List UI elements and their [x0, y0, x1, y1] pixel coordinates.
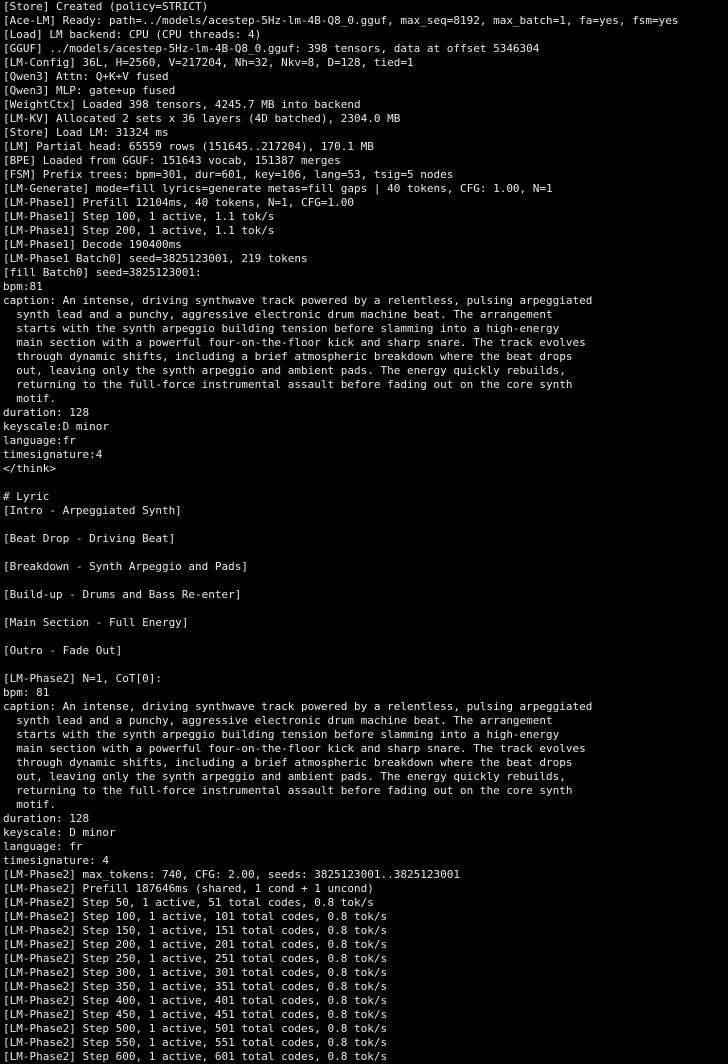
terminal-line [3, 476, 728, 490]
terminal-line: [GGUF] ../models/acestep-5Hz-lm-4B-Q8_0.gguf: 398 tensors, data at offset 5346304 [3, 42, 540, 55]
terminal-line: [LM-Phase1] Step 200, 1 active, 1.1 tok/s [3, 224, 275, 237]
terminal-line: main section with a powerful four-on-the-floor kick and sharp snare. The track evolves [3, 336, 586, 349]
terminal-line: [LM-Phase2] Step 100, 1 active, 101 total codes, 0.8 tok/s [3, 910, 388, 923]
terminal-line: caption: An intense, driving synthwave track powered by a relentless, pulsing arpeggiated [3, 700, 593, 713]
terminal-line: [Build-up - Drums and Bass Re-enter] [3, 588, 242, 601]
terminal-line: [LM-Phase2] Prefill 187646ms (shared, 1 cond + 1 uncond) [3, 882, 374, 895]
terminal-line: duration: 128 [3, 406, 90, 419]
terminal-line: synth lead and a punchy, aggressive electronic drum machine beat. The arrangement [3, 714, 553, 727]
terminal-line: [LM-Phase2] Step 500, 1 active, 501 total codes, 0.8 tok/s [3, 1022, 388, 1035]
terminal-line: out, leaving only the synth arpeggio and ambient pads. The energy quickly rebuilds, [3, 770, 566, 783]
terminal-line: [Qwen3] Attn: Q+K+V fused [3, 70, 169, 83]
terminal-line [3, 630, 728, 644]
terminal-line: [Ace-LM] Ready: path=../models/acestep-5Hz-lm-4B-Q8_0.gguf, max_seq=8192, max_batch=1, fa=yes, fsm=yes [3, 14, 679, 27]
terminal-line: [LM-Phase2] Step 350, 1 active, 351 total codes, 0.8 tok/s [3, 980, 388, 993]
terminal-line: bpm:81 [3, 280, 43, 293]
terminal-line: bpm: 81 [3, 686, 50, 699]
terminal-line: [LM-Config] 36L, H=2560, V=217204, Nh=32, Nkv=8, D=128, tied=1 [3, 56, 414, 69]
terminal-line: [LM-Phase1] Step 100, 1 active, 1.1 tok/s [3, 210, 275, 223]
terminal-line: [Store] Created (policy=STRICT) [3, 0, 209, 13]
terminal-line: timesignature: 4 [3, 854, 109, 867]
terminal-line [3, 546, 728, 560]
terminal-line: [LM-Phase2] Step 250, 1 active, 251 total codes, 0.8 tok/s [3, 952, 388, 965]
terminal-line: [WeightCtx] Loaded 398 tensors, 4245.7 MB into backend [3, 98, 361, 111]
terminal-line: [LM-Phase1] Decode 190400ms [3, 238, 182, 251]
terminal-line: [fill Batch0] seed=3825123001: [3, 266, 202, 279]
terminal-line: </think> [3, 462, 56, 475]
terminal-line: main section with a powerful four-on-the-floor kick and sharp snare. The track evolves [3, 742, 586, 755]
terminal-line: motif. [3, 798, 56, 811]
terminal-line: [LM-Generate] mode=fill lyrics=generate metas=fill gaps | 40 tokens, CFG: 1.00, N=1 [3, 182, 553, 195]
terminal-line: synth lead and a punchy, aggressive electronic drum machine beat. The arrangement [3, 308, 553, 321]
terminal-line: [LM-Phase2] Step 200, 1 active, 201 total codes, 0.8 tok/s [3, 938, 388, 951]
terminal-line: [LM-Phase2] Step 550, 1 active, 551 total codes, 0.8 tok/s [3, 1036, 388, 1049]
terminal-line: [LM-Phase2] Step 450, 1 active, 451 total codes, 0.8 tok/s [3, 1008, 388, 1021]
terminal-line: language: fr [3, 840, 83, 853]
terminal-line [3, 658, 728, 672]
terminal-line: [LM] Partial head: 65559 rows (151645..217204), 170.1 MB [3, 140, 374, 153]
terminal-line: [Qwen3] MLP: gate+up fused [3, 84, 176, 97]
terminal-line: [LM-Phase2] Step 50, 1 active, 51 total codes, 0.8 tok/s [3, 896, 374, 909]
terminal-line: [LM-Phase2] Step 150, 1 active, 151 total codes, 0.8 tok/s [3, 924, 388, 937]
terminal-line: [LM-Phase2] Step 600, 1 active, 601 total codes, 0.8 tok/s [3, 1050, 388, 1063]
terminal-line: [LM-Phase1] Prefill 12104ms, 40 tokens, N=1, CFG=1.00 [3, 196, 354, 209]
terminal-line: keyscale: D minor [3, 826, 116, 839]
terminal-line: [LM-Phase2] Step 300, 1 active, 301 total codes, 0.8 tok/s [3, 966, 388, 979]
terminal-line: [LM-Phase2] N=1, CoT[0]: [3, 672, 162, 685]
terminal-line: [LM-Phase1 Batch0] seed=3825123001, 219 tokens [3, 252, 308, 265]
terminal-line: timesignature:4 [3, 448, 103, 461]
terminal-line: returning to the full-force instrumental assault before fading out on the core synth [3, 378, 573, 391]
terminal-line: [LM-KV] Allocated 2 sets x 36 layers (4D batched), 2304.0 MB [3, 112, 401, 125]
terminal-line: starts with the synth arpeggio building tension before slamming into a high-energy [3, 322, 560, 335]
terminal-line: out, leaving only the synth arpeggio and ambient pads. The energy quickly rebuilds, [3, 364, 566, 377]
terminal-line: caption: An intense, driving synthwave track powered by a relentless, pulsing arpeggiated [3, 294, 593, 307]
terminal-line [3, 518, 728, 532]
terminal-line: through dynamic shifts, including a brief atmospheric breakdown where the beat drops [3, 350, 573, 363]
terminal-line: through dynamic shifts, including a brief atmospheric breakdown where the beat drops [3, 756, 573, 769]
terminal-line: returning to the full-force instrumental assault before fading out on the core synth [3, 784, 573, 797]
terminal-line [3, 574, 728, 588]
terminal-line: [Outro - Fade Out] [3, 644, 123, 657]
terminal-line: language:fr [3, 434, 76, 447]
terminal-line: [Intro - Arpeggiated Synth] [3, 504, 182, 517]
terminal-line: [LM-Phase2] Step 400, 1 active, 401 total codes, 0.8 tok/s [3, 994, 388, 1007]
terminal-line: [Load] LM backend: CPU (CPU threads: 4) [3, 28, 262, 41]
terminal-line [3, 602, 728, 616]
terminal-line: [LM-Phase2] max_tokens: 740, CFG: 2.00, seeds: 3825123001..3825123001 [3, 868, 460, 881]
terminal-line: [Store] Load LM: 31324 ms [3, 126, 169, 139]
terminal-line: [Main Section - Full Energy] [3, 616, 189, 629]
terminal-line: # Lyric [3, 490, 50, 503]
terminal-line: [FSM] Prefix trees: bpm=301, dur=601, key=106, lang=53, tsig=5 nodes [3, 168, 454, 181]
terminal-line: duration: 128 [3, 812, 90, 825]
terminal-line: [Beat Drop - Driving Beat] [3, 532, 176, 545]
terminal-line: motif. [3, 392, 56, 405]
terminal-line: keyscale:D minor [3, 420, 109, 433]
terminal-line: [Breakdown - Synth Arpeggio and Pads] [3, 560, 249, 573]
terminal-line: starts with the synth arpeggio building tension before slamming into a high-energy [3, 728, 560, 741]
terminal-line: [BPE] Loaded from GGUF: 151643 vocab, 151387 merges [3, 154, 341, 167]
